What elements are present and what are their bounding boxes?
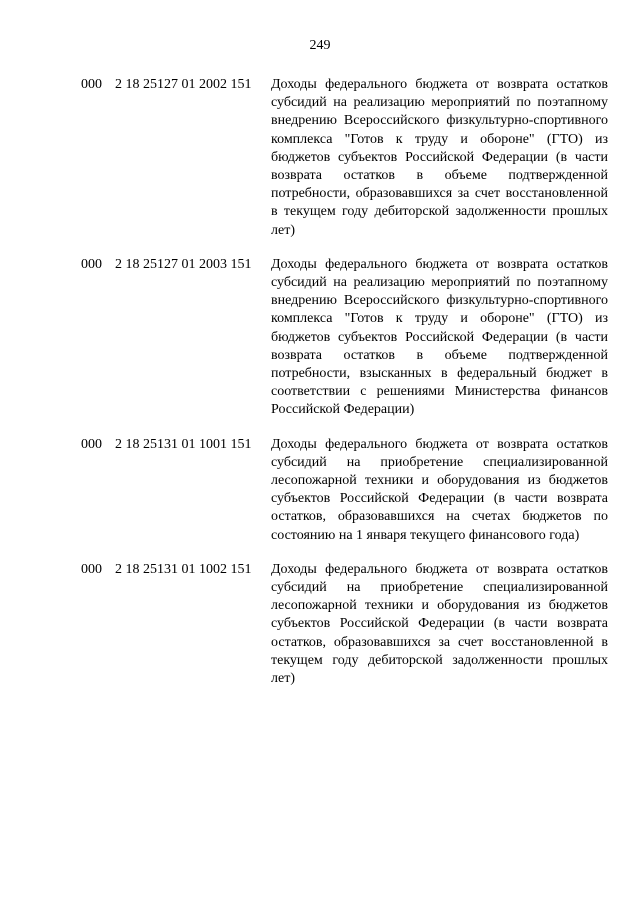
budget-classification-code: 2 18 25131 01 1002 151	[115, 561, 252, 577]
table-row	[0, 256, 640, 420]
income-description: Доходы федерального бюджета от возврата остатков субсидий на приобретение специализированной лесопожарной техники и оборудования из бюджетов субъектов Российской Федерации (в части возврата остатков, образовавшихся за счет восстановленной в текущем году дебиторской задолженности прошлых лет)	[271, 561, 608, 687]
admin-code: 000	[81, 77, 102, 92]
admin-code: 000	[81, 436, 102, 452]
budget-classification-code: 2 18 25131 01 1001 151	[115, 436, 252, 452]
income-description: Доходы федерального бюджета от возврата остатков субсидий на приобретение специализированной лесопожарной техники и оборудования из бюджетов субъектов Российской Федерации (в части возврата остатков, образовавшихся на счетах бюджетов по состоянию на 1 января текущего финансового года)	[271, 436, 608, 543]
admin-code: 000	[81, 561, 102, 577]
budget-classification-code: 2 18 25127 01 2003 151	[115, 256, 252, 272]
budget-classification-code: 2 18 25127 01 2002 151	[115, 77, 252, 92]
page-number: 249	[309, 38, 331, 53]
budget-code-table	[0, 76, 640, 704]
table-row	[0, 76, 640, 240]
income-description: Доходы федерального бюджета от возврата остатков субсидий на реализацию мероприятий по поэтапному внедрению Всероссийского физкультурно-спортивного комплекса "Готов к труду и обороне" (ГТО) из бюджетов субъектов Российской Федерации (в части возврата остатков в объеме подтвержденной потребности, взысканных в федеральный бюджет в соответствии с решениями Министерства финансов Российской Федерации)	[271, 256, 608, 418]
income-description: Доходы федерального бюджета от возврата остатков субсидий на реализацию мероприятий по поэтапному внедрению Всероссийского физкультурно-спортивного комплекса "Готов к труду и обороне" (ГТО) из бюджетов субъектов Российской Федерации (в части возврата остатков в объеме подтвержденной потребности, образовавшихся за счет восстановленной в текущем году дебиторской задолженности прошлых лет)	[271, 77, 608, 238]
table-row	[0, 561, 640, 688]
table-row	[0, 436, 640, 545]
admin-code: 000	[81, 256, 102, 272]
